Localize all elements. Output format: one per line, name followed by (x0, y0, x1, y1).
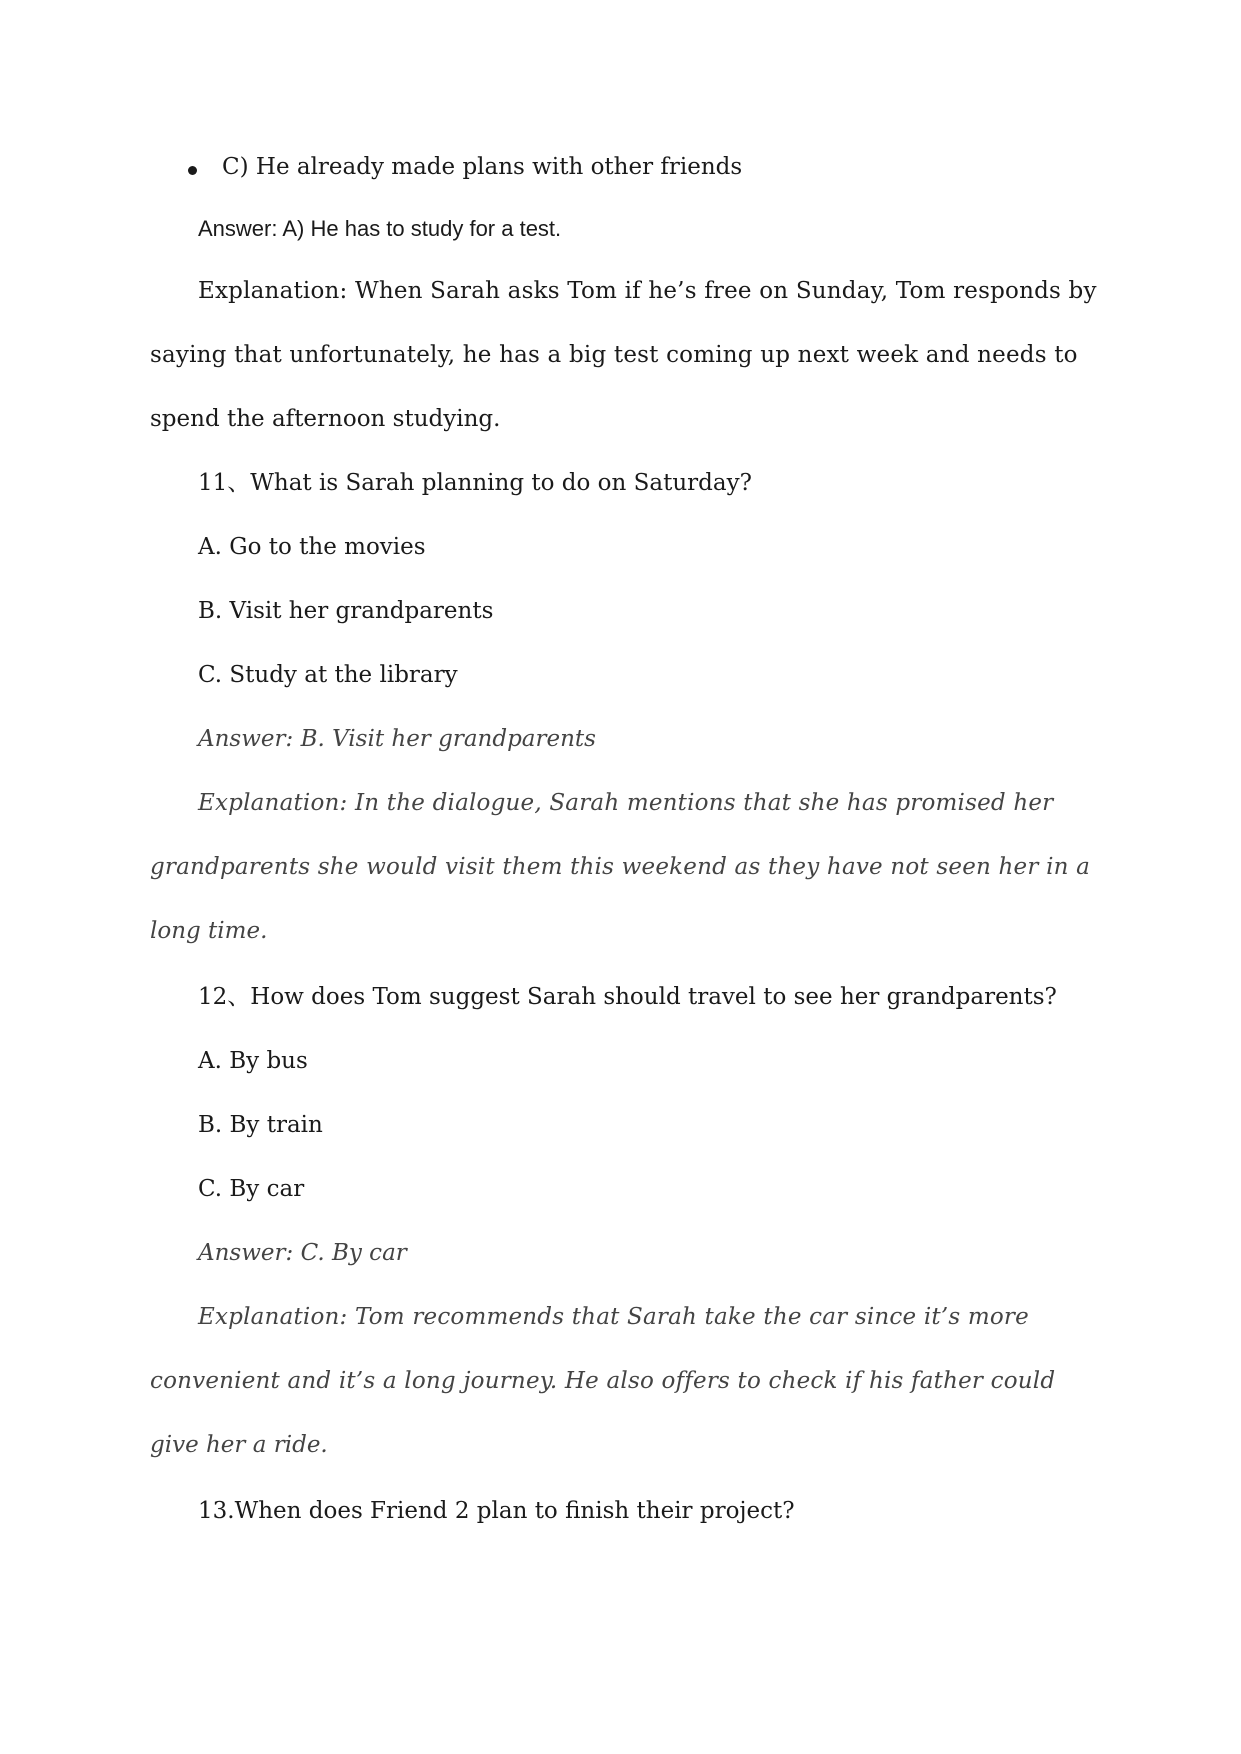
q10-explanation-line-1: Explanation: When Sarah asks Tom if he’s free on Sunday, Tom responds by (198, 278, 1097, 304)
q11-option-c: C. Study at the library (198, 662, 458, 688)
q12-explanation-line-3: give her a ride. (150, 1432, 328, 1458)
q11-question: 11、What is Sarah planning to do on Saturday? (198, 470, 752, 496)
q11-option-b: B. Visit her grandparents (198, 598, 494, 624)
q11-explanation-line-1: Explanation: In the dialogue, Sarah mentions that she has promised her (198, 790, 1054, 816)
q12-question: 12、How does Tom suggest Sarah should travel to see her grandparents? (198, 984, 1057, 1010)
q10-explanation-line-3: spend the afternoon studying. (150, 406, 501, 432)
q11-explanation-line-3: long time. (150, 918, 268, 944)
q12-option-c: C. By car (198, 1176, 305, 1202)
q12-explanation-line-2: convenient and it’s a long journey. He also offers to check if his father could (150, 1368, 1056, 1394)
q12-answer: Answer: C. By car (198, 1240, 407, 1266)
q12-explanation-line-1: Explanation: Tom recommends that Sarah take the car since it’s more (198, 1304, 1029, 1330)
option-c-bullet: C) He already made plans with other friends (222, 154, 743, 180)
q10-answer: Answer: A) He has to study for a test. (198, 216, 562, 241)
q12-option-b: B. By train (198, 1112, 323, 1138)
q12-option-a: A. By bus (198, 1048, 308, 1074)
q10-explanation-line-2: saying that unfortunately, he has a big test coming up next week and needs to (150, 342, 1078, 368)
q13-question: 13.When does Friend 2 plan to finish their project? (198, 1498, 795, 1524)
q11-explanation-line-2: grandparents she would visit them this weekend as they have not seen her in a (150, 854, 1091, 880)
bullet-dot-icon (188, 166, 197, 175)
q11-option-a: A. Go to the movies (198, 534, 426, 560)
q11-answer: Answer: B. Visit her grandparents (198, 726, 596, 752)
